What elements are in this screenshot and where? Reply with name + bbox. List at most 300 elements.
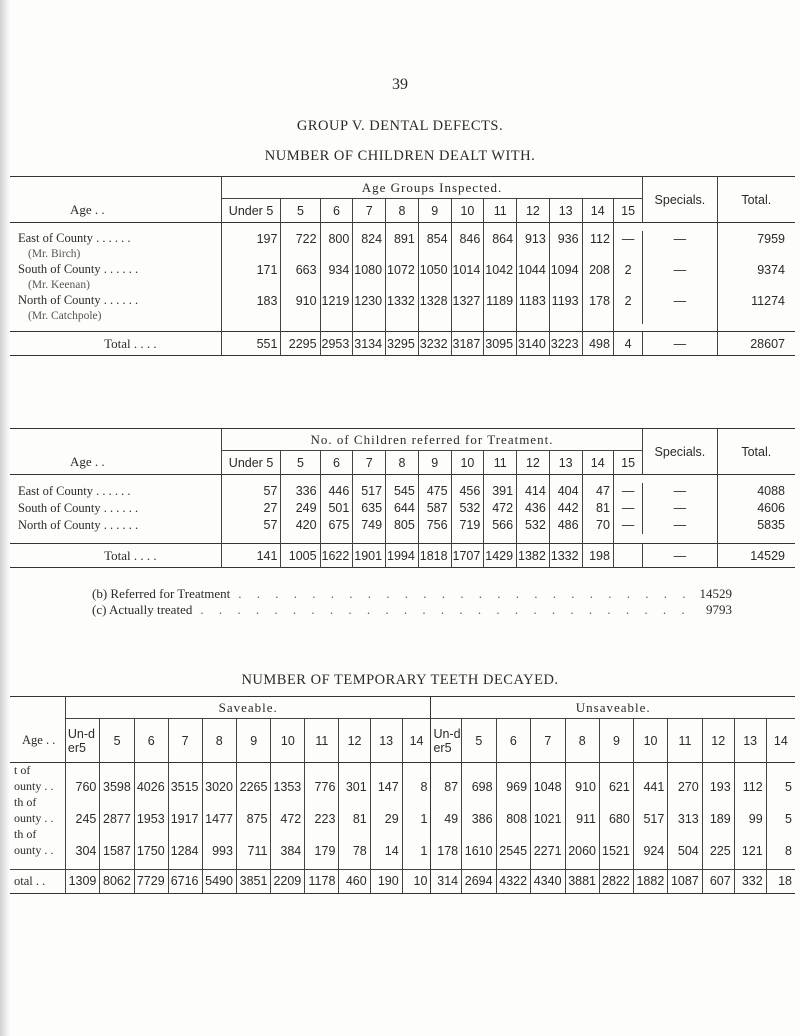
spacer-cell	[633, 763, 667, 779]
unsaveable-cell: 189	[702, 810, 734, 827]
spacer-cell	[702, 827, 734, 842]
table-cell: 1189	[484, 293, 517, 309]
table-cell: 891	[386, 231, 419, 247]
age-column-header: 13	[734, 719, 766, 763]
spacer-cell	[496, 763, 530, 779]
table-subrow	[10, 278, 795, 293]
table-cell: 178	[582, 293, 613, 309]
spacer-cell	[339, 827, 370, 842]
saveable-cell: 1	[402, 810, 431, 827]
table-cell: 436	[517, 500, 550, 517]
saveable-cell: 2877	[100, 810, 134, 827]
total-row	[10, 332, 795, 356]
unsaveable-cell: 112	[734, 778, 766, 795]
specials-cell: —	[643, 332, 717, 356]
table-cell: 517	[353, 483, 386, 500]
table-cell: 1014	[451, 262, 484, 278]
spacer-cell	[221, 534, 281, 544]
age-column-header: 5	[281, 199, 320, 223]
total-row	[10, 544, 795, 568]
spacer-row	[10, 475, 795, 483]
total-row-cell: 1818	[418, 544, 451, 568]
spacer-cell	[281, 247, 320, 262]
spacer-cell	[643, 534, 717, 544]
spacer-cell	[484, 247, 517, 262]
total-row-cell: 1622	[320, 544, 353, 568]
spacer-cell	[582, 278, 613, 293]
age-column-header: 6	[320, 199, 353, 223]
table-cell: 719	[451, 517, 484, 534]
age-column-header: 5	[462, 719, 496, 763]
age-column-header: 9	[236, 719, 270, 763]
unsaveable-cell: 121	[734, 842, 766, 859]
spacer-cell	[353, 247, 386, 262]
total-row	[10, 869, 795, 893]
unsaveable-cell: 178	[431, 842, 462, 859]
unsaveable-cell: 193	[702, 778, 734, 795]
spacer-cell	[10, 534, 221, 544]
spacer-cell	[717, 324, 795, 332]
unsaveable-cell: 313	[668, 810, 702, 827]
saveable-cell: 3598	[100, 778, 134, 795]
note-dots: . . . . . . . . . . . . . . . . . . . . . . . . . . .	[200, 602, 691, 617]
table-cell: 1072	[386, 262, 419, 278]
total-cell: 9374	[757, 262, 785, 277]
spacer-cell	[462, 827, 496, 842]
age-column-header: 7	[168, 719, 202, 763]
row-label: North of County . . . . . .	[10, 517, 221, 534]
spacer-cell	[582, 534, 613, 544]
spacer-cell	[353, 475, 386, 483]
unsaveable-cell: 270	[668, 778, 702, 795]
table-row	[10, 231, 795, 247]
teeth-decayed-table	[10, 696, 795, 894]
spacer-cell	[549, 475, 582, 483]
table-row-label-top	[10, 763, 795, 779]
note-value: 9793	[706, 602, 732, 617]
table-cell: 936	[549, 231, 582, 247]
saveable-cell: 1353	[271, 778, 305, 795]
total-row-cell: 4322	[496, 869, 530, 893]
table-cell: 70	[582, 517, 613, 534]
saveable-cell: 8	[402, 778, 431, 795]
total-row-cell: 1005	[281, 544, 320, 568]
spacer-cell	[643, 475, 717, 483]
total-row-cell: 2209	[271, 869, 305, 893]
spacer-row	[10, 324, 795, 332]
spacer-cell	[717, 223, 795, 231]
saveable-cell: 179	[305, 842, 339, 859]
spacer-cell	[168, 827, 202, 842]
note-value: 14529	[699, 586, 732, 601]
table-cell: 486	[549, 517, 582, 534]
table-cell: 663	[281, 262, 320, 278]
spacer-cell	[418, 324, 451, 332]
spacer-cell	[370, 827, 402, 842]
spacer-cell	[600, 763, 634, 779]
spacer-cell	[565, 827, 599, 842]
spacer-cell	[582, 247, 613, 262]
spacer-cell	[643, 324, 717, 332]
total-row-cell: 1901	[353, 544, 386, 568]
table-cell: 456	[451, 483, 484, 500]
age-column-header: Un-der5	[65, 719, 99, 763]
spacer-cell	[496, 859, 530, 869]
specials-cell: —	[643, 517, 717, 534]
table-cell: 532	[517, 517, 550, 534]
total-label: otal . .	[10, 869, 65, 893]
total-row-cell: 141	[221, 544, 281, 568]
spacer-cell	[386, 309, 419, 324]
total-row-cell: 1994	[386, 544, 419, 568]
table-cell: 635	[353, 500, 386, 517]
spacer-cell	[221, 223, 281, 231]
table-cell: 171	[221, 262, 281, 278]
spacer-cell	[613, 475, 642, 483]
saveable-cell: 760	[65, 778, 99, 795]
total-row-cell: 7729	[134, 869, 168, 893]
spacer-cell	[386, 534, 419, 544]
spacer-cell	[717, 247, 795, 262]
spacer-cell	[431, 827, 462, 842]
saveable-cell: 29	[370, 810, 402, 827]
total-row-cell: 314	[431, 869, 462, 893]
spacer-cell	[643, 309, 717, 324]
group-header: Age Groups Inspected.	[361, 179, 503, 195]
saveable-cell: 304	[65, 842, 99, 859]
table-cell: 722	[281, 231, 320, 247]
table-cell: 805	[386, 517, 419, 534]
spacer-cell	[418, 223, 451, 231]
row-label: th of	[10, 795, 65, 810]
age-column-header: 7	[353, 199, 386, 223]
age-column-header: 9	[418, 199, 451, 223]
age-column-header: 11	[484, 199, 517, 223]
spacer-cell	[271, 827, 305, 842]
spacer-cell	[236, 763, 270, 779]
spacer-cell	[668, 859, 702, 869]
table-cell: 1328	[418, 293, 451, 309]
age-column-header: 14	[582, 451, 613, 475]
age-column-header: 13	[549, 199, 582, 223]
total-row-cell: 2295	[281, 332, 320, 356]
total-row-cell: 3223	[549, 332, 582, 356]
header-spacer	[10, 697, 65, 719]
table-cell: 545	[386, 483, 419, 500]
spacer-cell	[353, 324, 386, 332]
total-row-cell: 3095	[484, 332, 517, 356]
spacer-cell	[168, 763, 202, 779]
age-column-header: 10	[633, 719, 667, 763]
spacer-cell	[386, 247, 419, 262]
table-cell: 472	[484, 500, 517, 517]
treatment-notes	[92, 586, 732, 618]
table-subrow	[10, 247, 795, 262]
spacer-cell	[717, 309, 795, 324]
table-cell: 404	[549, 483, 582, 500]
row-label: t of	[10, 763, 65, 779]
column-header-row	[10, 719, 795, 763]
saveable-cell: 147	[370, 778, 402, 795]
age-header: Age . .	[10, 199, 221, 223]
table-cell: 854	[418, 231, 451, 247]
unsaveable-cell: 969	[496, 778, 530, 795]
spacer-cell	[281, 475, 320, 483]
row-label: East of County . . . . . .	[10, 231, 221, 247]
spacer-cell	[766, 795, 795, 810]
spacer-cell	[100, 763, 134, 779]
unsaveable-cell: 8	[785, 843, 792, 858]
spacer-cell	[531, 859, 565, 869]
spacer-cell	[320, 534, 353, 544]
total-cell: 7959	[757, 231, 785, 246]
table-cell: 57	[221, 483, 281, 500]
spacer-cell	[10, 324, 221, 332]
saveable-header: Saveable.	[65, 697, 431, 719]
grand-total-cell: 14529	[750, 548, 785, 563]
header-row	[10, 697, 795, 719]
table-cell: 1183	[517, 293, 550, 309]
spacer-cell	[633, 859, 667, 869]
total-row-cell: 2953	[320, 332, 353, 356]
spacer-cell	[717, 475, 795, 483]
spacer-cell	[484, 534, 517, 544]
saveable-cell: 1477	[202, 810, 236, 827]
table-cell: 501	[320, 500, 353, 517]
spacer-cell	[386, 324, 419, 332]
age-column-header: 12	[517, 199, 550, 223]
table-cell: —	[621, 231, 635, 246]
age-column-header: 5	[100, 719, 134, 763]
spacer-cell	[766, 859, 795, 869]
total-row-cell: 460	[339, 869, 370, 893]
spacer-cell	[202, 795, 236, 810]
saveable-cell: 223	[305, 810, 339, 827]
age-column-header: 14	[402, 719, 431, 763]
unsaveable-cell: 1521	[600, 842, 634, 859]
spacer-cell	[517, 278, 550, 293]
spacer-cell	[305, 827, 339, 842]
spacer-cell	[531, 763, 565, 779]
spacer-cell	[549, 223, 582, 231]
row-label: East of County . . . . . .	[10, 483, 221, 500]
table-row	[10, 517, 795, 534]
header-spacer	[10, 429, 221, 451]
spacer-cell	[613, 324, 642, 332]
spacer-cell	[431, 859, 462, 869]
total-row-cell: 607	[702, 869, 734, 893]
spacer-cell	[549, 247, 582, 262]
specials-cell: —	[643, 483, 717, 500]
total-row-cell: 3232	[418, 332, 451, 356]
spacer-cell	[549, 278, 582, 293]
children-inspected-table	[10, 176, 795, 356]
table-cell: 1042	[484, 262, 517, 278]
total-row-cell: 1332	[549, 544, 582, 568]
spacer-cell	[320, 278, 353, 293]
table-cell: 197	[221, 231, 281, 247]
page-number: 39	[392, 76, 408, 93]
spacer-cell	[202, 827, 236, 842]
specials-cell: —	[643, 231, 717, 247]
spacer-cell	[702, 859, 734, 869]
age-column-header: 10	[451, 451, 484, 475]
spacer-cell	[134, 827, 168, 842]
age-column-header: 7	[531, 719, 565, 763]
spacer-cell	[10, 859, 65, 869]
spacer-cell	[339, 795, 370, 810]
age-column-header: 8	[565, 719, 599, 763]
total-row-cell: 3134	[353, 332, 386, 356]
note-label: (b) Referred for Treatment	[92, 586, 231, 601]
saveable-cell: 2265	[236, 778, 270, 795]
table-cell: 2	[624, 293, 632, 308]
age-column-header: 8	[386, 451, 419, 475]
spacer-cell	[353, 223, 386, 231]
table-cell: 2	[624, 262, 632, 277]
age-column-header: 6	[320, 451, 353, 475]
total-row-cell: 4	[624, 336, 632, 351]
total-cell: 4088	[757, 484, 785, 498]
saveable-cell: 81	[339, 810, 370, 827]
spacer-cell	[305, 763, 339, 779]
row-label: ounty . .	[10, 810, 65, 827]
table-cell: 1327	[451, 293, 484, 309]
table-cell: 1094	[549, 262, 582, 278]
table-cell: 749	[353, 517, 386, 534]
spacer-cell	[134, 763, 168, 779]
spacer-cell	[431, 763, 462, 779]
age-column-header: 12	[339, 719, 370, 763]
spacer-row	[10, 534, 795, 544]
note-treated	[92, 602, 732, 618]
table-cell: 47	[582, 483, 613, 500]
total-label: Total . . . .	[10, 544, 221, 568]
table-cell: 532	[451, 500, 484, 517]
spacer-cell	[236, 827, 270, 842]
table-row	[10, 778, 795, 795]
table-cell: 864	[484, 231, 517, 247]
unsaveable-cell: 87	[431, 778, 462, 795]
spacer-cell	[633, 795, 667, 810]
unsaveable-cell: 911	[565, 810, 599, 827]
unsaveable-cell: 698	[462, 778, 496, 795]
spacer-cell	[582, 223, 613, 231]
note-dots: . . . . . . . . . . . . . . . . . . . . . . . . .	[238, 586, 692, 601]
spacer-cell	[236, 795, 270, 810]
total-header: Total.	[741, 444, 772, 459]
spacer-cell	[484, 223, 517, 231]
table-row	[10, 842, 795, 859]
total-row-cell: 6716	[168, 869, 202, 893]
table-cell: 112	[582, 231, 613, 247]
spacer-cell	[451, 475, 484, 483]
total-row-cell: 1178	[305, 869, 339, 893]
unsaveable-cell: 1021	[531, 810, 565, 827]
spacer-cell	[668, 827, 702, 842]
table-cell: 183	[221, 293, 281, 309]
total-row-cell: 2694	[462, 869, 496, 893]
spacer-cell	[549, 309, 582, 324]
spacer-cell	[549, 534, 582, 544]
total-row-cell: 3881	[565, 869, 599, 893]
age-column-header: 12	[517, 451, 550, 475]
spacer-cell	[221, 475, 281, 483]
section-heading: GROUP V. DENTAL DEFECTS.	[296, 118, 504, 134]
table-row	[10, 500, 795, 517]
unsaveable-cell: 49	[431, 810, 462, 827]
spacer-cell	[418, 247, 451, 262]
spacer-cell	[668, 795, 702, 810]
unsaveable-cell: 386	[462, 810, 496, 827]
unsaveable-cell: 680	[600, 810, 634, 827]
unsaveable-cell: 2060	[565, 842, 599, 859]
saveable-cell: 472	[271, 810, 305, 827]
spacer-cell	[370, 763, 402, 779]
spacer-cell	[600, 827, 634, 842]
saveable-cell: 3515	[168, 778, 202, 795]
row-label: South of County . . . . . .	[10, 262, 221, 278]
spacer-cell	[496, 795, 530, 810]
grand-total-cell: 28607	[750, 336, 785, 351]
table-row	[10, 810, 795, 827]
age-column-header: 11	[484, 451, 517, 475]
age-header: Age . .	[10, 719, 65, 763]
table-cell: 1193	[549, 293, 582, 309]
saveable-cell: 384	[271, 842, 305, 859]
unsaveable-cell: 441	[633, 778, 667, 795]
total-row-cell: 1429	[484, 544, 517, 568]
table-cell: 57	[221, 517, 281, 534]
spacer-cell	[339, 763, 370, 779]
saveable-cell: 1587	[100, 842, 134, 859]
spacer-cell	[734, 827, 766, 842]
total-row-cell: 498	[582, 332, 613, 356]
group-header: No. of Children referred for Treatment.	[310, 431, 554, 447]
spacer-cell	[549, 324, 582, 332]
total-row-cell: 2822	[600, 869, 634, 893]
spacer-cell	[600, 859, 634, 869]
total-row-cell: 198	[582, 544, 613, 568]
total-label: Total . . . .	[10, 332, 221, 356]
spacer-cell	[702, 795, 734, 810]
spacer-cell	[65, 763, 99, 779]
table-cell: 566	[484, 517, 517, 534]
spacer-cell	[418, 534, 451, 544]
spacer-cell	[668, 763, 702, 779]
total-row-cell: 1309	[65, 869, 99, 893]
saveable-cell: 1750	[134, 842, 168, 859]
age-column-header: 8	[386, 199, 419, 223]
spacer-cell	[202, 859, 236, 869]
spacer-cell	[10, 475, 221, 483]
table-cell: 756	[418, 517, 451, 534]
total-row-cell: 190	[370, 869, 402, 893]
total-row-cell: 4340	[531, 869, 565, 893]
spacer-cell	[613, 278, 642, 293]
age-column-header: 11	[305, 719, 339, 763]
spacer-cell	[402, 795, 431, 810]
spacer-cell	[717, 534, 795, 544]
spacer-cell	[100, 795, 134, 810]
table-cell: 913	[517, 231, 550, 247]
spacer-cell	[431, 795, 462, 810]
spacer-cell	[281, 223, 320, 231]
spacer-cell	[221, 278, 281, 293]
table-cell: 1332	[386, 293, 419, 309]
table-cell: 442	[549, 500, 582, 517]
table-cell: 1230	[353, 293, 386, 309]
